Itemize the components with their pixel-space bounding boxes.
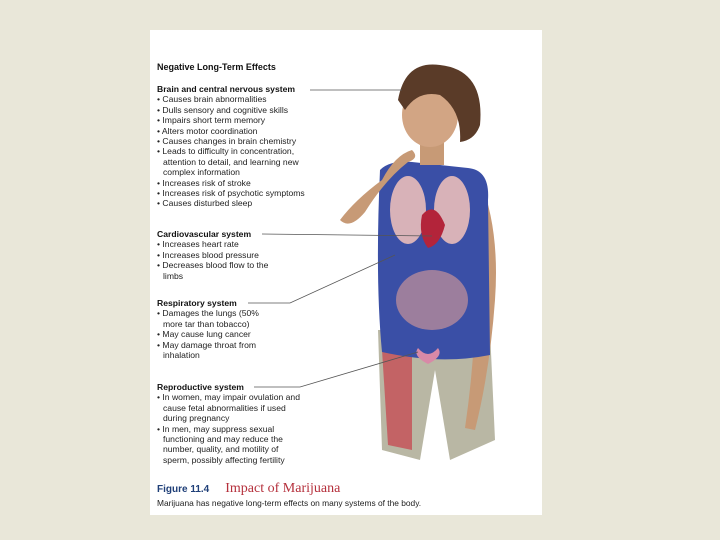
list-item: • Increases risk of psychotic symptoms — [157, 188, 327, 198]
section-title: Reproductive system — [157, 382, 244, 392]
list-item: • Decreases blood flow to the limbs — [157, 260, 277, 281]
list-item: • Increases heart rate — [157, 239, 277, 249]
list-item: • In women, may impair ovulation and cause fetal abnormalities if used during pregnancy — [157, 392, 307, 423]
list-item: • May damage throat from inhalation — [157, 340, 277, 361]
list-item: • May cause lung cancer — [157, 329, 277, 339]
figure-label — [157, 479, 340, 497]
list-item: • Damages the lungs (50% more tar than tobacco) — [157, 308, 277, 329]
section-reproductive — [157, 382, 307, 465]
intestines — [396, 270, 468, 330]
list-item: • Increases risk of stroke — [157, 178, 327, 188]
section-title: Cardiovascular system — [157, 229, 252, 239]
list-item: • Dulls sensory and cognitive skills — [157, 105, 327, 115]
list-item: • Alters motor coordination — [157, 126, 327, 136]
list-item: • Impairs short term memory — [157, 115, 327, 125]
page-heading: Negative Long-Term Effects — [157, 62, 276, 72]
section-respiratory — [157, 298, 277, 360]
list-item: • Leads to difficulty in concentration, attention to detail, and learning new complex information — [157, 146, 323, 177]
figure-number: Figure 11.4 — [157, 484, 210, 495]
section-title: Brain and central nervous system — [157, 84, 296, 94]
list-item: • Increases blood pressure — [157, 250, 277, 260]
list-item: • Causes changes in brain chemistry — [157, 136, 327, 146]
section-title: Respiratory system — [157, 298, 237, 308]
list-item: • In men, may suppress sexual functioning and may reduce the number, quality, and motility of sperm, possibly affecting fertility — [157, 424, 307, 466]
figure-title: Impact of Marijuana — [225, 481, 341, 496]
list-item: • Causes brain abnormalities — [157, 94, 327, 104]
section-cardiovascular — [157, 229, 277, 281]
figure-caption: Marijuana has negative long-term effects on many systems of the body. — [157, 498, 422, 508]
left-lung — [390, 176, 426, 244]
section-brain — [157, 84, 327, 209]
list-item: • Causes disturbed sleep — [157, 198, 327, 208]
figure-card — [150, 30, 542, 515]
